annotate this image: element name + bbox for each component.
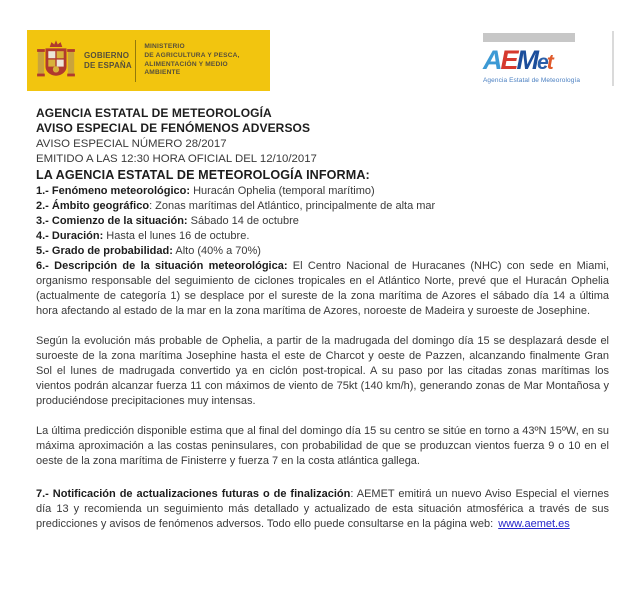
item-label: 1.- Fenómeno meteorológico: — [36, 185, 191, 198]
item-ambito — [36, 199, 609, 214]
issued-timestamp: EMITIDO A LAS 12:30 HORA OFICIAL DEL 12/10/2017 — [36, 153, 317, 166]
aemet-letter: E — [500, 45, 517, 75]
item-label: 2.- Ámbito geográfico — [36, 200, 150, 213]
paragraph-prediction: La última predicción disponible estima que al final del domingo día 15 su centro se sitúe en torno a 43ºN 15ºW, en su máxima aproximación a las costas peninsulares, con probabilidad de que se produzcan vientos fuerza 9 o 10 en el oeste de la zona marítima de Finisterre y fuerza 7 en la costa atlántica gallega. — [36, 425, 609, 468]
item-duracion — [36, 229, 609, 244]
advisory-title: AVISO ESPECIAL DE FENÓMENOS ADVERSOS — [36, 121, 311, 136]
aemet-letter: t — [546, 51, 552, 74]
item-label: 3.- Comienzo de la situación: — [36, 215, 188, 228]
gobierno-espana-banner — [27, 30, 270, 91]
aemet-tagline: Agencia Estatal de Meteorología — [483, 77, 581, 84]
advisory-document — [36, 106, 609, 532]
advisory-number: AVISO ESPECIAL NÚMERO 28/2017 — [36, 137, 227, 150]
item-text: Alto (40% a 70%) — [172, 245, 261, 258]
paragraph-evolution: Según la evolución más probable de Ophelia, a partir de la madrugada del domingo día 15 se desplazará desde el suroeste de la zona marítima Josephine hasta el este de Charcot y oeste de Pazzen, alcanzando finalmente Gran Sol el lunes de madrugada convertido ya en ciclón post-tropical. A su paso por las citadas zonas marítimas los vientos podrán alcanzar fuerza 11 con máximos de viento de 75kt (140 km/h), generando zonas de Mar Montañosa y produciéndose precipitaciones muy intensas. — [36, 335, 609, 408]
item-label: 7.- Notificación de actualizaciones futuras o de finalización — [36, 488, 351, 501]
item-label: 4.- Duración: — [36, 230, 104, 243]
aemet-wordmark — [483, 47, 603, 76]
aemet-letter: M — [516, 45, 538, 75]
aemet-letter: e — [537, 51, 547, 74]
aemet-letter: A — [483, 45, 501, 75]
aemet-logo-gray-bar — [483, 33, 575, 42]
aemet-logo — [483, 33, 603, 85]
aemet-website-link[interactable]: www.aemet.es — [498, 518, 570, 531]
agency-title: AGENCIA ESTATAL DE METEOROLOGÍA — [36, 106, 272, 120]
item-notificacion — [36, 487, 609, 532]
item-text: Huracán Ophelia (temporal marítimo) — [190, 185, 375, 198]
gobierno-espana-label: GOBIERNO DE ESPAÑA — [84, 51, 132, 70]
item-comienzo — [36, 214, 609, 229]
item-text: : Zonas marítimas del Atlántico, principalmente de alta mar — [149, 200, 436, 213]
spain-coat-of-arms-icon — [35, 36, 77, 86]
banner-divider — [135, 40, 136, 82]
advisory-items — [36, 184, 609, 319]
informa-heading: LA AGENCIA ESTATAL DE METEOROLOGÍA INFORMA: — [36, 167, 370, 182]
item-fenomeno — [36, 184, 609, 199]
item-text: Hasta el lunes 16 de octubre. — [103, 230, 250, 243]
item-label: 5.- Grado de probabilidad: — [36, 245, 173, 258]
item-text: : AEMET emitirá un nuevo Aviso Especial el viernes día 13 y recomienda un seguimiento más detallado y actualizado de esta situación atmosférica a través de sus predicciones y avisos de fenómenos adversos. Todo ello puede consultarse en la página web: — [36, 488, 609, 531]
ministerio-label: MINISTERIO DE AGRICULTURA Y PESCA, ALIMENTACIÓN Y MEDIO AMBIENTE — [144, 43, 240, 77]
item-label: 6.- Descripción de la situación meteorológica: — [36, 260, 288, 273]
scan-artifact-line — [612, 31, 614, 86]
item-probabilidad — [36, 244, 609, 259]
item-descripcion — [36, 259, 609, 319]
item-text: Sábado 14 de octubre — [187, 215, 299, 228]
item-text: El Centro Nacional de Huracanes (NHC) con sede en Miami, organismo responsable del seguimiento de ciclones tropicales en el Atlántico Norte, prevé que el Huracán Ophelia (actualmente de categoría 1) se desplace por el sureste de la zona marítima de Azores el sábado día 14 a última hora afectando al estado de la mar en la zona marítima de Azores, noroeste de Madeira y suroeste de Josephine. — [36, 260, 609, 318]
